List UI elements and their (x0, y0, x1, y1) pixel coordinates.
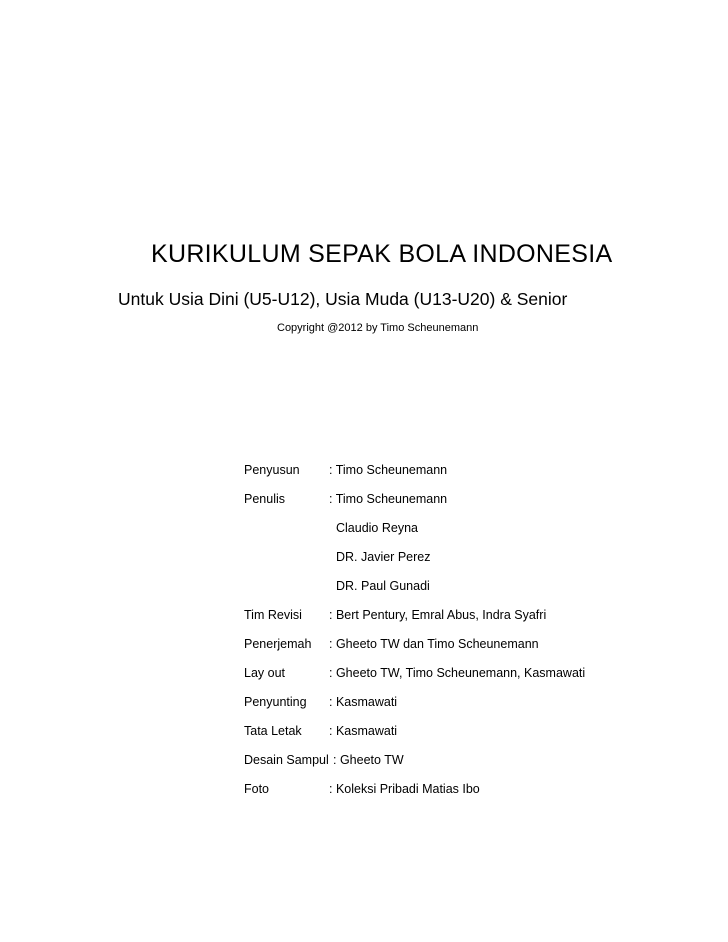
credit-label: Penyusun (244, 463, 300, 477)
credit-value: : Gheeto TW, Timo Scheunemann, Kasmawati (329, 666, 586, 680)
credit-value: : Bert Pentury, Emral Abus, Indra Syafri (329, 608, 547, 622)
credit-value: DR. Paul Gunadi (336, 579, 430, 593)
credit-label: Foto (244, 782, 270, 796)
credit-value: : Gheeto TW dan Timo Scheunemann (329, 637, 539, 651)
credit-value: : Timo Scheunemann (329, 492, 448, 506)
credit-label: Tata Letak (244, 724, 302, 738)
credit-label: Lay out (244, 666, 286, 680)
credit-value: : Koleksi Pribadi Matias Ibo (329, 782, 480, 796)
credit-label: Tim Revisi (244, 608, 302, 622)
credit-label: Desain Sampul (244, 753, 329, 767)
copyright-notice: Copyright @2012 by Timo Scheunemann (277, 322, 479, 334)
credit-value: : Kasmawati (329, 724, 398, 738)
credit-label: Penerjemah (244, 637, 312, 651)
credit-label: Penulis (244, 492, 285, 506)
document-subtitle: Untuk Usia Dini (U5-U12), Usia Muda (U13-U20) & Senior (118, 289, 568, 309)
credit-label: Penyunting (244, 695, 307, 709)
credit-value: : Kasmawati (329, 695, 398, 709)
credit-value: : Timo Scheunemann (329, 463, 448, 477)
credit-value: : Gheeto TW (333, 753, 404, 767)
credit-value: Claudio Reyna (336, 521, 418, 535)
credit-value: DR. Javier Perez (336, 550, 431, 564)
document-title: KURIKULUM SEPAK BOLA INDONESIA (151, 240, 613, 268)
